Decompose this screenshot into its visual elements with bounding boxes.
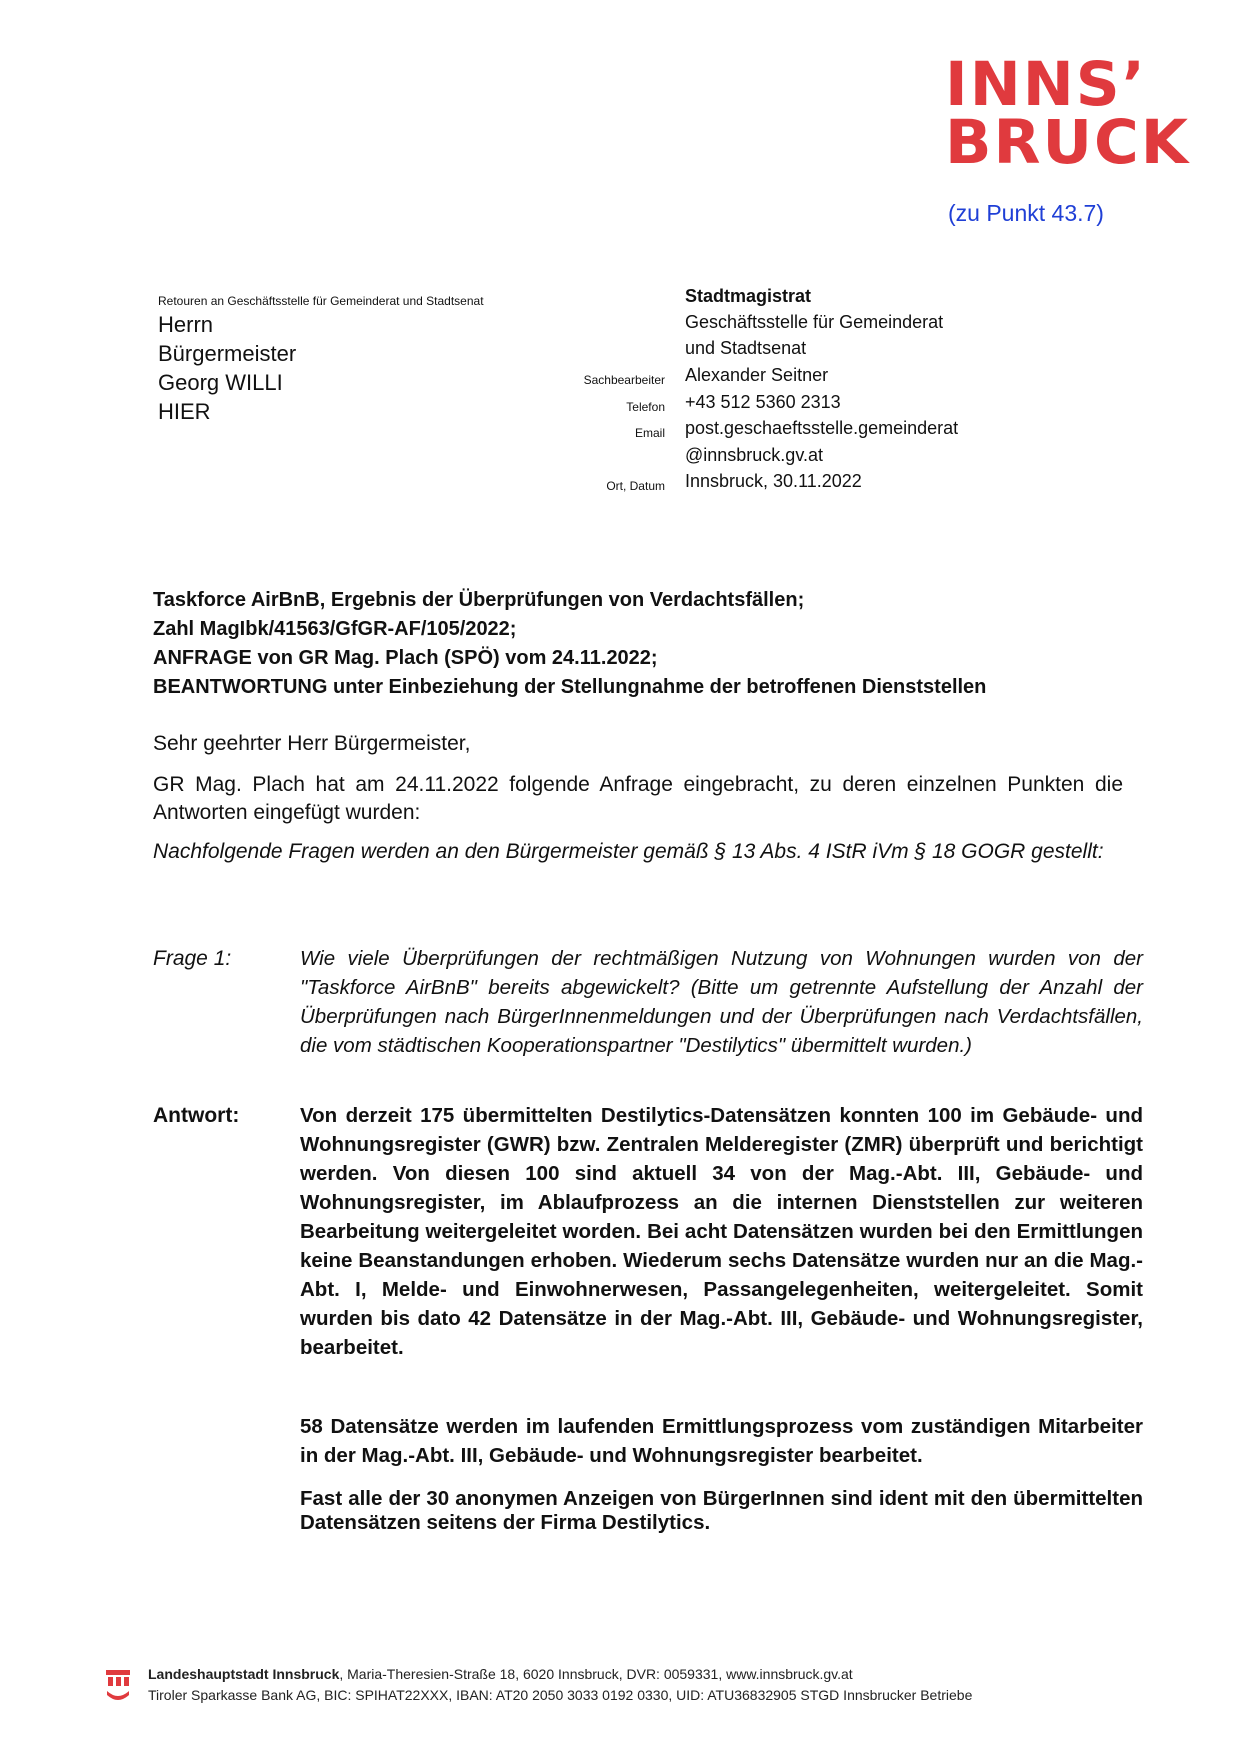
- sender-office: Stadtmagistrat: [685, 286, 812, 306]
- footer-address: , Maria-Theresien-Straße 18, 6020 Innsbruck, DVR: 0059331, www.innsbruck.gv.at: [339, 1666, 853, 1682]
- sender-dept-line2: und Stadtsenat: [685, 338, 807, 358]
- recipient-line: HIER: [158, 399, 211, 424]
- subject-line: ANFRAGE von GR Mag. Plach (SPÖ) vom 24.11.2022;: [153, 647, 658, 669]
- logo-line-2: BRUCK: [945, 107, 1191, 178]
- footer-org: Landeshauptstadt Innsbruck: [148, 1666, 340, 1682]
- phone-number: +43 512 5360 2313: [685, 392, 841, 412]
- logo-line-1: INNS’: [945, 49, 1147, 120]
- subject-block: [153, 586, 986, 702]
- clerk-label: Sachbearbeiter: [583, 373, 665, 387]
- answer-paragraph-2: 58 Datensätze werden im laufenden Ermittlungsprozess vom zuständigen Mitarbeiter in der Mag.-Abt. III, Gebäude- und Wohnungsregister bearbeitet.: [300, 1415, 1143, 1467]
- answer-paragraph-1: Von derzeit 175 übermittelten Destilytics-Datensätzen konnten 100 im Gebäude- und Wohnungsregister (GWR) bzw. Zentralen Melderegister (ZMR) überprüft und berichtigt werden. Von diesen 100 sind aktuell 34 von der Mag.-Abt. III, Gebäude- und Wohnungsregister, im Ablaufprozess an die internen Dienststellen zur weiteren Bearbeitung weitergeleitet worden. Bei acht Datensätzen wurden bei den Ermittlungen keine Beanstandungen erhoben. Wiederum sechs Datensätze wurden nur an die Mag.-Abt. I, Melde- und Einwohnerwesen, Passangelegenheiten, weitergeleitet. Somit wurden bis dato 42 Datensätze in der Mag.-Abt. III, Gebäude- und Wohnungsregister, bearbeitet.: [300, 1104, 1143, 1359]
- phone-label: Telefon: [626, 400, 665, 414]
- answer-label: Antwort:: [153, 1104, 240, 1127]
- email-label: Email: [634, 426, 665, 440]
- footer: [148, 1664, 972, 1706]
- return-note: Retouren an Geschäftsstelle für Gemeinderat und Stadtsenat: [158, 294, 484, 308]
- footer-line-2: Tiroler Sparkasse Bank AG, BIC: SPIHAT22XXX, IBAN: AT20 2050 3033 0192 0330, UID: ATU36832905 STGD Innsbrucker Betriebe: [148, 1687, 973, 1703]
- recipient-line: Georg WILLI: [158, 370, 283, 395]
- question-label: Frage 1:: [153, 947, 232, 970]
- subject-line: BEANTWORTUNG unter Einbeziehung der Stellungnahme der betroffenen Dienststellen: [153, 676, 987, 698]
- intro-italic-paragraph: Nachfolgende Fragen werden an den Bürgermeister gemäß § 13 Abs. 4 IStR iVm § 18 GOGR gestellt:: [153, 840, 1104, 863]
- city-flag-icon: [104, 1668, 132, 1704]
- innsbruck-logo: [945, 49, 1191, 178]
- date-label: Ort, Datum: [606, 479, 665, 493]
- agenda-reference: (zu Punkt 43.7): [948, 200, 1104, 226]
- subject-line: Taskforce AirBnB, Ergebnis der Überprüfungen von Verdachtsfällen;: [153, 589, 805, 611]
- recipient-line: Bürgermeister: [158, 341, 297, 366]
- salutation: Sehr geehrter Herr Bürgermeister,: [153, 732, 471, 755]
- sender-dept-line1: Geschäftsstelle für Gemeinderat: [685, 312, 944, 332]
- email-line-1: post.geschaeftsstelle.gemeinderat: [685, 418, 959, 438]
- question-text: Wie viele Überprüfungen der rechtmäßigen Nutzung von Wohnungen wurden von der "Taskforce AirBnB" bereits abgewickelt? (Bitte um getrennte Aufstellung der Anzahl der Überprüfungen nach BürgerInnenmeldungen und der Überprüfungen nach Verdachtsfällen, die vom städtischen Kooperationspartner "Destilytics" übermittelt wurden.): [300, 947, 1143, 1057]
- email-line-2: @innsbruck.gv.at: [685, 445, 823, 465]
- clerk-name: Alexander Seitner: [685, 365, 829, 385]
- answer-paragraph-3: Fast alle der 30 anonymen Anzeigen von BürgerInnen sind ident mit den übermittelten Datensätzen seitens der Firma Destilytics.: [300, 1487, 1143, 1534]
- intro-paragraph: GR Mag. Plach hat am 24.11.2022 folgende Anfrage eingebracht, zu deren einzelnen Punkten die Antworten eingefügt wurden:: [153, 773, 1123, 824]
- recipient-line: Herrn: [158, 312, 214, 337]
- footer-line-1: [148, 1664, 972, 1685]
- recipient-address: [158, 310, 296, 426]
- place-date: Innsbruck, 30.11.2022: [685, 471, 862, 491]
- subject-line: Zahl MagIbk/41563/GfGR-AF/105/2022;: [153, 618, 517, 640]
